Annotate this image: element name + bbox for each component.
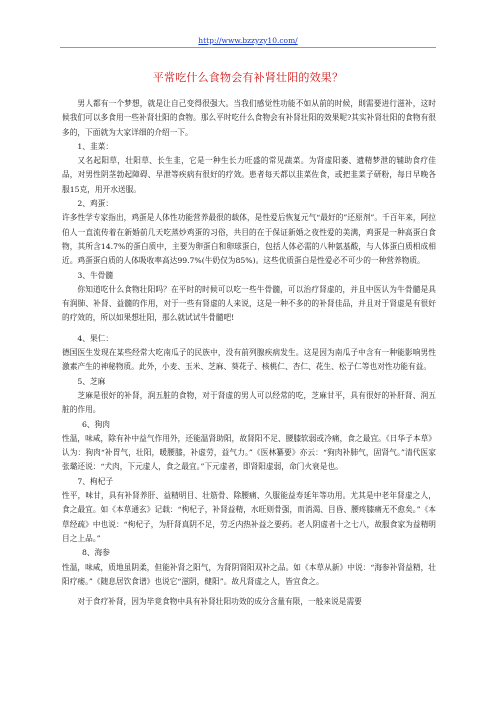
header-url-link[interactable]: http://www.bzzyzy10.com/ bbox=[198, 36, 298, 45]
section-heading-dog-meat: 6、狗肉 bbox=[82, 419, 110, 429]
section-text-sea-cucumber: 性温，味咸，质地虽阴柔，但能补肾之阳气，为肾阴肾阳双补之品。如《本草从新》中说：“海参补肾益精，壮阳疗痿。”《随息居饮食谱》也说它“滋阴，健阳”。故凡肾虚之人，皆宜食之。 bbox=[62, 562, 436, 586]
section-text-goji: 性平，味甘，具有补肾养肝、益精明目、壮筋骨、除腰痛、久服能益寿延年等功用。尤其是中老年肾虚之人，食之最宜。如《本草通玄》记载：“枸杞子，补肾益精，水旺则骨强，而消渴、目昏、腰疼膝痛无不愈矣。”《本草经疏》中也说：“枸杞子，为肝肾真阴不足，劳乏内热补益之要药。老人阴虚者十之七八，故服食家为益精明目之上品。” bbox=[62, 491, 436, 543]
section-heading-nuts: 4、果仁： bbox=[77, 333, 114, 343]
section-text-sesame: 芝麻是很好的补肾，润五脏的食物，对于肾虚的男人可以经常的吃，芝麻甘平，具有很好的补肝肾、润五脏的作用。 bbox=[62, 390, 436, 415]
article-body bbox=[62, 97, 436, 609]
section-heading-egg: 2、鸡蛋： bbox=[77, 199, 114, 209]
article-title: 平常吃什么食物会有补肾壮阳的效果？ bbox=[152, 71, 344, 84]
section-heading-bone-marrow: 3、牛骨髓 bbox=[77, 270, 114, 280]
section-heading-chives: 1、韭菜： bbox=[77, 141, 114, 151]
section-heading-sesame: 5、芝麻 bbox=[77, 376, 106, 386]
section-text-bone-marrow: 你知道吃什么食物壮阳吗？在平时的时候可以吃一些牛骨髓，可以治疗肾虚的，并且中医认为牛骨髓是具有润肺、补肾、益髓的作用，对于一些有肾虚的人来说，这是一种不多的的补肾佳品，并且对于肾虚是有很好的疗效的，所以如果想壮阳，那么就试试牛骨髓吧! bbox=[62, 284, 436, 323]
intro-paragraph: 男人都有一个梦想，就是让自己变得很强大。当我们感觉性功能不如从前的时候，則需要进行滋补，这时候我们可以多食用一些补肾壮阳的食物。那么平时吃什么食物会有补肾壮阳的效果呢?其实补肾壮阳的食物有很多的，下面就为大家详细的介绍一下。 bbox=[62, 99, 436, 137]
section-text-dog-meat: 性温，味咸，除有补中益气作用外，还能温肾助阳，故肾阳不足、腰膝软弱或冷痛，食之最宜。《日华子本草》认为：狗肉“补胃气，壮阳，暖腰膝，补虚劳，益气力。”《医林纂要》亦云：“狗肉补肺气，固肾气。”清代医家张璐还说：“犬肉，下元虚人，食之最宜。”下元虚者，即肾阳虚弱，命门火衰是也。 bbox=[62, 433, 436, 472]
header-divider bbox=[60, 47, 436, 48]
section-heading-goji: 7、枸杞子 bbox=[77, 476, 114, 486]
section-heading-sea-cucumber: 8、海参 bbox=[82, 548, 110, 558]
section-text-egg: 许多性学专家指出，鸡蛋是人体性功能营养最很的载体，是性爱后恢复元气“最好的”还原剂”。千百年来，阿拉伯人一直流传着在新婚前几天吃蒸炒鸡蛋的习俗，共目的在于保证新婚之夜性爱的美满，鸡蛋是一种高蛋白食物，其所含14.7%的蛋白质中，主要为卵蛋白和卵球蛋白，包括人体必需的八种氨基酸，与人体蛋白质相成相近。鸡蛋蛋白质的人体吸收率高达99.7%(牛奶仅为85%)。这些优质蛋白是性爱必不可少的一种营养物质。 bbox=[62, 213, 436, 266]
closing-paragraph: 对于食疗补肾，因为毕竟食物中具有补肾壮阳功效的成分含量有限，一般来说是需要 bbox=[77, 597, 362, 607]
section-text-nuts: 德国医生发现在某些经常大吃南瓜子的民族中，没有前列腺疾病发生。这是因为南瓜子中含有一种能影响男性激素产生的神秘物质。此外，小麦、玉米、芝麻、葵花子、核桃仁、杏仁、花生、松子仁等也对性功能有益。 bbox=[62, 348, 436, 372]
section-text-chives: 又名起阳草，壮阳草、长生韭，它是一种生长力旺盛的常见蔬菜。为肾虚阳萎、遗精梦泄的辅助食疗佳品，对男性阴茎勃起障碍、早泄等疾病有很好的疗效。患者每天都以韭菜佐食，或把韭菜子研粉，每日早晚各服15克，用开水送服。 bbox=[62, 156, 436, 194]
